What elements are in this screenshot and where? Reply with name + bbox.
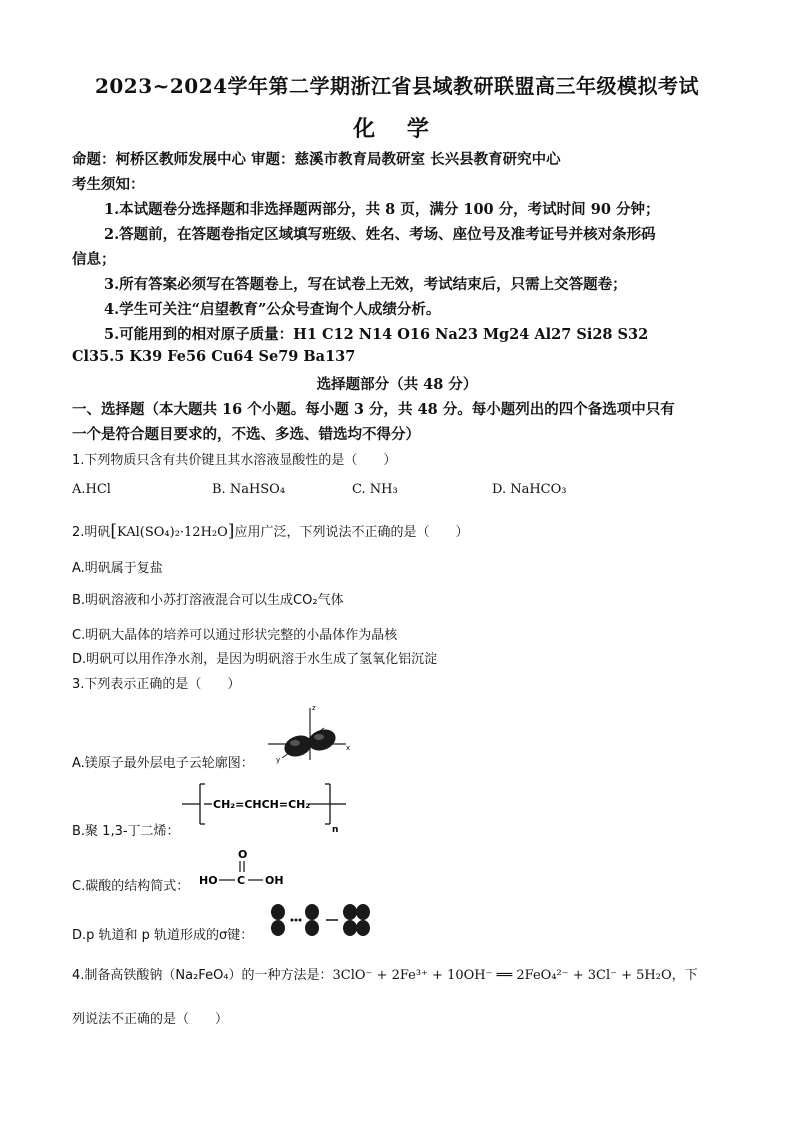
- q2-option-d: D.明矾可以用作净水剂，是因为明矾溶于水生成了氢氧化铝沉淀: [72, 652, 438, 667]
- q4-equation: 3ClO⁻ + 2Fe³⁺ + 10OH⁻ ══ 2FeO₄²⁻ + 3Cl⁻ + 5H₂O，下: [332, 968, 698, 983]
- q2-option-c: C.明矾大晶体的培养可以通过形状完整的小晶体作为晶核: [72, 628, 398, 643]
- bracket-left: [: [110, 521, 118, 541]
- carbonic-acid-structure: [195, 846, 295, 890]
- bracket-right: ]: [227, 521, 235, 541]
- notice-item-2a: 2.答题前，在答题卷指定区域填写班级、姓名、考场、座位号及准考证号并核对条形码: [104, 226, 656, 243]
- q2-formula: KAl(SO₄)₂·12H₂O: [117, 525, 228, 540]
- q4-stem-pre: 4.制备高铁酸钠（Na₂FeO₄）的一种方法是：: [72, 968, 333, 983]
- notice-item-4: 4.学生可关注“启望教育”公众号查询个人成绩分析。: [104, 301, 441, 318]
- q3-option-d: D.p 轨道和 p 轨道形成的σ键：: [72, 928, 254, 943]
- svg-text:x: x: [346, 744, 351, 752]
- polymer-n: n: [332, 825, 339, 832]
- q1-option-a: A.HCl: [72, 482, 111, 497]
- notice-item-2b: 信息；: [72, 251, 116, 268]
- exam-title: 2023~2024学年第二学期浙江省县域教研联盟高三年级模拟考试: [94, 74, 700, 98]
- notice-item-5a: 5.可能用到的相对原子质量：H1 C12 N14 O16 Na23 Mg24 Al27 Si28 S32: [104, 326, 649, 343]
- q2-option-b: B.明矾溶液和小苏打溶液混合可以生成CO₂气体: [72, 593, 344, 608]
- q4-stem-line2: 列说法不正确的是（ ）: [72, 1012, 229, 1027]
- carbonic-ho: HO: [199, 874, 218, 887]
- polybutadiene-structure: [180, 776, 350, 832]
- sigma-bond-diagram: [264, 900, 376, 940]
- q1-option-b: B. NaHSO₄: [212, 482, 286, 497]
- carbonic-oh: OH: [265, 874, 284, 887]
- q3-option-a: A.镁原子最外层电子云轮廓图：: [72, 756, 254, 771]
- section-heading: 选择题部分（共 48 分）: [316, 376, 478, 393]
- authors-line: 命题：柯桥区教师发展中心 审题：慈溪市教育局教研室 长兴县教育研究中心: [72, 151, 561, 168]
- q3-stem: 3.下列表示正确的是（ ）: [72, 677, 241, 692]
- q3-option-c: C.碳酸的结构简式：: [72, 879, 190, 894]
- polymer-formula: CH₂=CHCH=CH₂: [213, 798, 311, 811]
- section-intro-1: 一、选择题（本大题共 16 个小题。每小题 3 分，共 48 分。每小题列出的四个备选项中只有: [72, 401, 675, 418]
- q2-stem-pre: 2.明矾: [72, 525, 111, 540]
- q4-stem-line1: [72, 964, 698, 983]
- svg-text:z: z: [312, 704, 316, 712]
- notice-item-3: 3.所有答案必须写在答题卷上，写在试卷上无效，考试结束后，只需上交答题卷；: [104, 276, 627, 293]
- q1-option-c: C. NH₃: [352, 482, 398, 497]
- q1-option-d: D. NaHCO₃: [492, 482, 567, 497]
- notice-heading: 考生须知：: [72, 176, 145, 193]
- carbonic-o: O: [238, 848, 248, 861]
- subject-title: 化 学: [353, 116, 441, 142]
- svg-text:y: y: [276, 756, 281, 764]
- notice-item-5b: Cl35.5 K39 Fe56 Cu64 Se79 Ba137: [72, 348, 356, 365]
- electron-cloud-diagram: [262, 700, 352, 764]
- q2-stem-post: 应用广泛，下列说法不正确的是（ ）: [234, 525, 469, 540]
- q3-option-b: B.聚 1,3-丁二烯：: [72, 824, 180, 839]
- q1-stem: 1.下列物质只含有共价键且其水溶液显酸性的是（ ）: [72, 453, 397, 468]
- section-intro-2: 一个是符合题目要求的，不选、多选、错选均不得分）: [72, 426, 420, 443]
- q2-option-a: A.明矾属于复盐: [72, 561, 163, 576]
- carbonic-c: C: [237, 874, 246, 887]
- notice-item-1: 1.本试题卷分选择题和非选择题两部分，共 8 页，满分 100 分，考试时间 90 分钟；: [104, 201, 660, 218]
- q2-stem: [72, 521, 468, 541]
